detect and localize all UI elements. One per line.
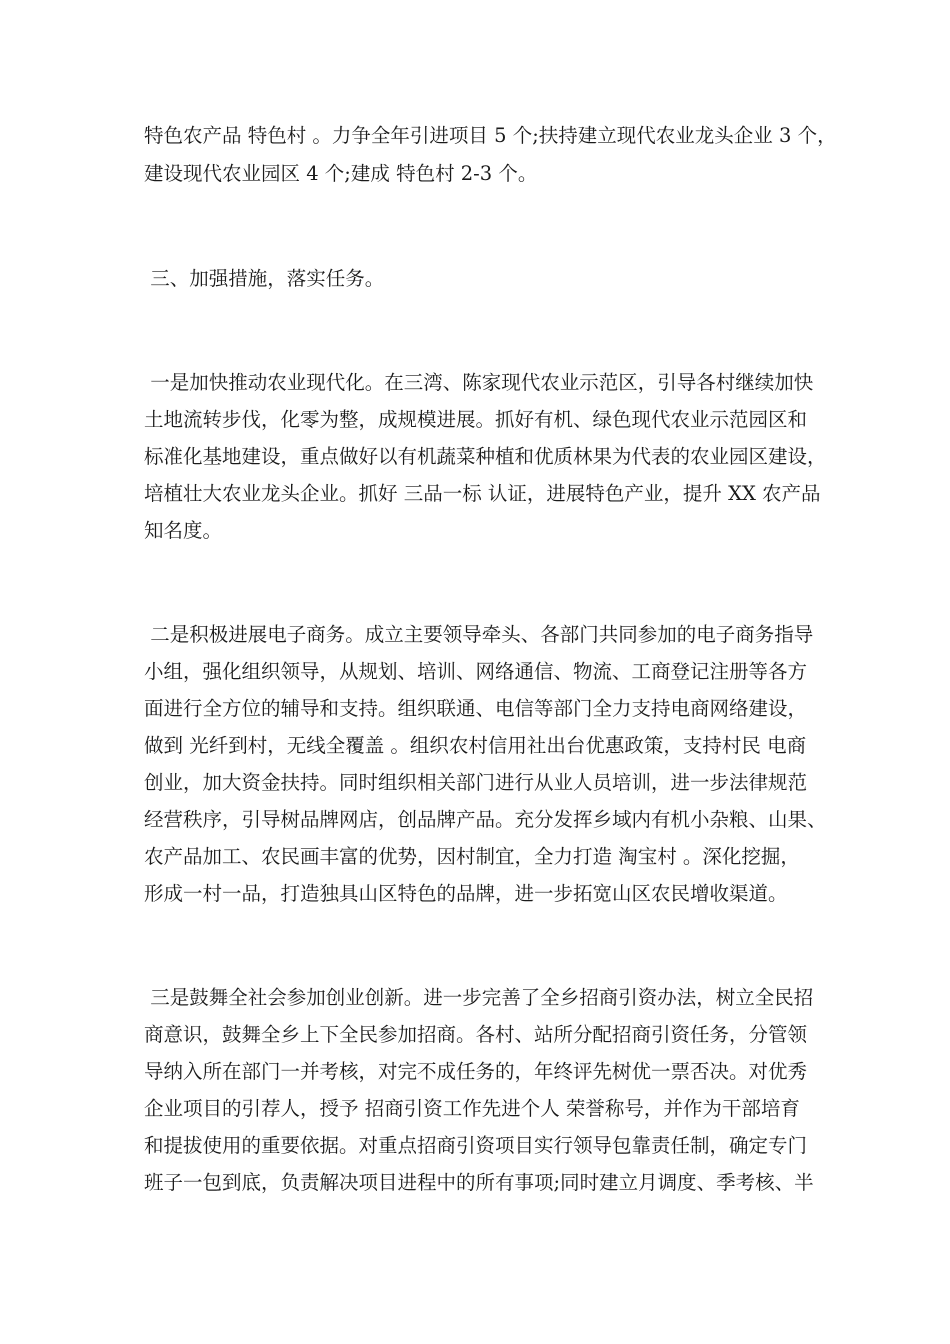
section-heading: 三、加强措施，落实任务。 xyxy=(144,267,385,290)
text-line: 面进行全方位的辅导和支持。组织联通、电信等部门全力支持电商网络建设， xyxy=(144,697,808,720)
text-line: 做到 光纤到村，无线全覆盖 。组织农村信用社出台优惠政策，支持村民 电商 xyxy=(144,734,807,757)
text-line: 小组，强化组织领导，从规划、培训、网络通信、物流、工商登记注册等各方 xyxy=(144,660,808,683)
text-line: 商意识，鼓舞全乡上下全民参加招商。各村、站所分配招商引资任务，分管领 xyxy=(144,1023,808,1046)
text-line: 土地流转步伐，化零为整，成规模进展。抓好有机、绿色现代农业示范园区和 xyxy=(144,408,808,431)
text-line: 企业项目的引荐人，授予 招商引资工作先进个人 荣誉称号，并作为干部培育 xyxy=(144,1097,800,1120)
text-line: 形成一村一品，打造独具山区特色的品牌，进一步拓宽山区农民增收渠道。 xyxy=(144,882,788,905)
text-line: 农产品加工、农民画丰富的优势，因村制宜，全力打造 淘宝村 。深化挖掘， xyxy=(144,845,800,868)
text-line: 一是加快推动农业现代化。在三湾、陈家现代农业示范区，引导各村继续加快 xyxy=(144,371,814,394)
text-line: 知名度。 xyxy=(144,519,223,542)
text-line: 建设现代农业园区 4 个;建成 特色村 2-3 个。 xyxy=(144,162,538,185)
text-line: 三是鼓舞全社会参加创业创新。进一步完善了全乡招商引资办法，树立全民招 xyxy=(144,986,814,1009)
text-line: 经营秩序，引导树品牌网店，创品牌产品。充分发挥乡域内有机小杂粮、山果、 xyxy=(144,808,827,831)
text-line: 创业，加大资金扶持。同时组织相关部门进行从业人员培训，进一步法律规范 xyxy=(144,771,808,794)
text-line: 培植壮大农业龙头企业。抓好 三品一标 认证，进展特色产业，提升 XX 农产品 xyxy=(144,482,821,505)
text-line: 二是积极进展电子商务。成立主要领导牵头、各部门共同参加的电子商务指导 xyxy=(144,623,814,646)
text-line: 标准化基地建设，重点做好以有机蔬菜种植和优质林果为代表的农业园区建设， xyxy=(144,445,827,468)
text-line: 班子一包到底，负责解决项目进程中的所有事项;同时建立月调度、季考核、半 xyxy=(144,1171,814,1194)
text-line: 导纳入所在部门一并考核，对完不成任务的，年终评先树优一票否决。对优秀 xyxy=(144,1060,808,1083)
text-line: 特色农产品 特色村 。力争全年引进项目 5 个;扶持建立现代农业龙头企业 3 个， xyxy=(144,124,837,147)
text-line: 和提拔使用的重要依据。对重点招商引资项目实行领导包靠责任制，确定专门 xyxy=(144,1134,808,1157)
